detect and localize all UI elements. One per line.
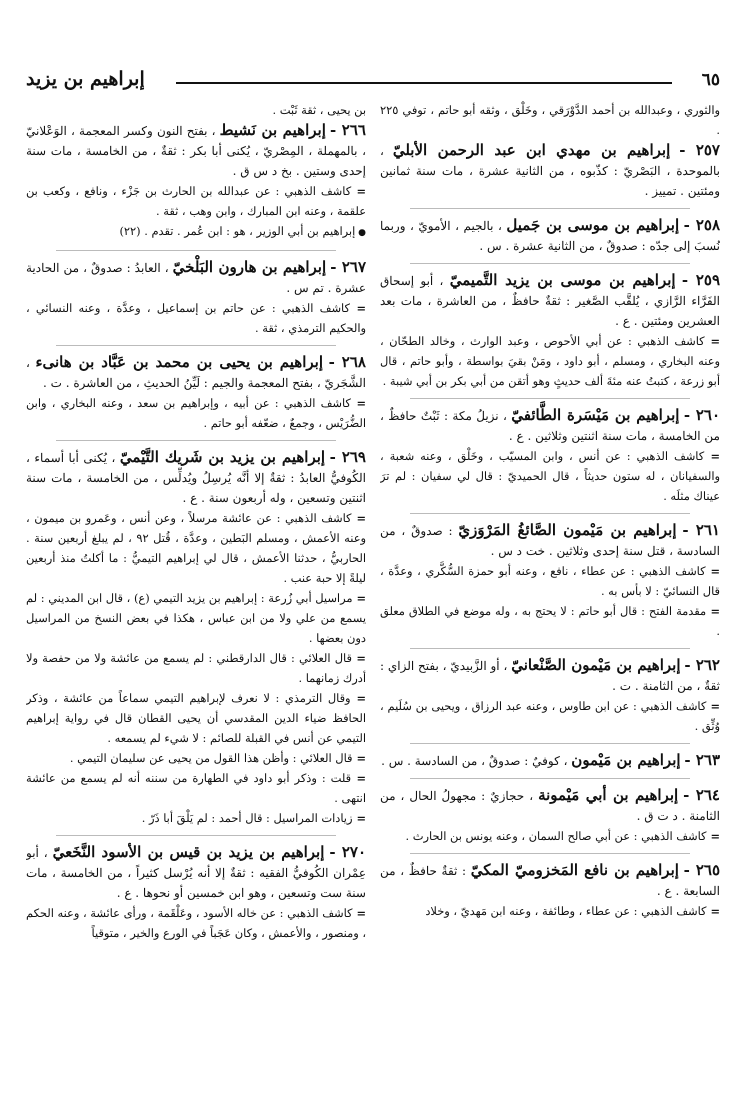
entry-description: ، يُكنى أبا أسماء ، الكُوفيُّ العابدُ : ثقةٌ إلا أنَّه يُرسِلُ ويُدلِّس ، من الخامسة ، مات سنة اثنتين وتسعين ، وله أربعون سنة . ع . bbox=[26, 451, 366, 505]
entry-description: ، العابدُ : صدوقٌ ، من الحادية عشرة . تم س . bbox=[26, 261, 366, 295]
entry-separator bbox=[410, 263, 690, 264]
biography-entry bbox=[380, 405, 720, 506]
entry-heading bbox=[26, 352, 366, 393]
entry-heading bbox=[380, 405, 720, 446]
entry-heading bbox=[380, 655, 720, 696]
entry-description: : ثقةٌ حافظٌ ، من السابعة . ع . bbox=[380, 864, 720, 898]
biography-entry bbox=[26, 447, 366, 828]
entry-number: ٢٦٥ - bbox=[683, 861, 720, 879]
biography-entry bbox=[26, 120, 366, 243]
entry-description: ، بالجيم ، الأمويّ ، وربما نُسبَ إلى جدّه : صدوقٌ ، من الثانية عشرة . س . bbox=[380, 219, 720, 253]
entry-separator bbox=[410, 398, 690, 399]
entry-description: ، نزيلُ مكة : ثَبْتٌ حافظٌ ، من الخامسة ، مات سنة اثنتين وثلاثين . ع . bbox=[380, 409, 720, 443]
header-rule bbox=[176, 82, 672, 84]
narrator-name: إبراهيم بن نافع المَخزوميّ المكيّ bbox=[470, 861, 679, 879]
narrator-name: إبراهيم بن مهدي ابن عبد الرحمن الأبليّ bbox=[392, 141, 671, 159]
narrator-name: إبراهيم بن مَيْمون bbox=[571, 751, 681, 769]
entry-note: = مراسيل أبي زُرعة : إبراهيم بن يزيد التيمي (ع) ، قال ابن المديني : لم يسمع من علي ولا من ابن عباس ، هكذا في بعض النسخ من المراسيل دون بعضها . bbox=[26, 588, 366, 648]
entry-description: ، أو الزَّبيديّ ، بفتح الزاي : ثقةٌ ، من الثامنة . ت . bbox=[380, 659, 720, 693]
entry-description: ، بفتح النون وكسر المعجمة ، الوَعْلانيّ ، بالمهملة ، المِصْريّ ، يُكنى أبا بكر : ثقةٌ ، من الخامسة ، مات سنة إحدى وستين . بخ د س ق . bbox=[26, 124, 366, 178]
entry-note: = وقال الترمذي : لا نعرف لإبراهيم التيمي سماعاً من عائشة ، وذكر الحافظ ضياء الدين المقدسي أن يحيى القطان قال في رواية إبراهيم التيمي عن أنس في القبلة للصائم : لا شيء لم يسمعه . bbox=[26, 688, 366, 748]
entry-heading bbox=[380, 750, 720, 771]
entry-heading bbox=[380, 215, 720, 256]
narrator-name: إبراهيم بن يزيد بن قيس بن الأسود النَّخَعيّ bbox=[52, 843, 325, 861]
right-entries bbox=[380, 140, 720, 921]
cross-reference: ● إبراهيم بن أبي الوزير ، هو : ابن عُمر . تقدم . (٢٢) bbox=[26, 221, 366, 243]
entry-note: = زيادات المراسيل : قال أحمد : لم يَلْقَ أبا ذَرّ . bbox=[26, 808, 366, 828]
entry-description: ، الشَّجَريّ ، بفتح المعجمة والجيم : لَيِّنُ الحديثِ ، من العاشرة . ت . bbox=[26, 356, 366, 390]
entry-separator bbox=[410, 853, 690, 854]
narrator-name: إبراهيم بن يزيد بن شَريك التَّيْميّ bbox=[119, 448, 326, 466]
right-column bbox=[380, 100, 720, 1086]
entry-number: ٢٦٤ - bbox=[683, 786, 720, 804]
entry-description: ، حجازيٌ : مجهولُ الحال ، من الثامنة . د ت ق . bbox=[380, 789, 720, 823]
entry-separator bbox=[56, 250, 336, 251]
entry-note: = قال العلائي : قال الدارقطني : لم يسمع من عائشة ولا من حفصة ولا أدرك زمانهما . bbox=[26, 648, 366, 688]
entry-heading bbox=[380, 140, 720, 201]
left-column bbox=[26, 100, 366, 1086]
entry-note: = كاشف الذهبي : عن عبدالله بن الحارث بن جَزْء ، ونافع ، وكعب بن علقمة ، وعنه ابن المبارك ، وابن وهب ، ثقة . bbox=[26, 181, 366, 221]
narrator-name: إبراهيم بن موسى بن جَميل bbox=[506, 216, 680, 234]
biography-entry bbox=[380, 215, 720, 256]
entry-number: ٢٦٨ - bbox=[328, 353, 366, 371]
entry-separator bbox=[56, 835, 336, 836]
biography-entry bbox=[380, 270, 720, 391]
entry-note: = كاشف الذهبي : عن أنس ، وابن المسيّب ، وخَلْق ، وعنه شعبة ، والسفيانان ، له ستون حديثاً ، قال الحميديّ : قال لي سفيان : لم ترَ عيناك مثلَه . bbox=[380, 446, 720, 506]
biography-entry bbox=[26, 352, 366, 433]
entry-heading bbox=[380, 270, 720, 331]
entry-heading bbox=[380, 860, 720, 901]
entry-heading bbox=[26, 257, 366, 298]
entry-note: = كاشف الذهبي : عن عطاء ، نافع ، وعنه أبو حمزة السُّكَّري ، وعدَّة ، قال النسائيّ : لا بأس به . bbox=[380, 561, 720, 601]
entry-note: = كاشف الذهبي : عن أبي صالح السمان ، وعنه يونس بن الحارث . bbox=[380, 826, 720, 846]
entry-note: = كاشف الذهبي : عن ابن طاوس ، وعنه عبد الرزاق ، ويحيى بن سُلَيم ، وُثِّق . bbox=[380, 696, 720, 736]
entry-description: ، بالموحدة ، البَصْريّ : كذّبوه ، من الثانية عشرة ، مات سنة ثمانين ومئتين . تمييز . bbox=[380, 144, 720, 198]
page-header bbox=[26, 68, 720, 96]
entry-heading bbox=[380, 785, 720, 826]
entry-heading bbox=[26, 842, 366, 903]
entry-note: = كاشف الذهبي : عن أبيه ، وإبراهيم بن سعد ، وعنه البخاري ، وابن الضُّرَيْس ، وجمعٌ ، ضعّفه أبو حاتم . bbox=[26, 393, 366, 433]
page-number: ٦٥ bbox=[701, 70, 720, 90]
entry-description: ، كوفيٌ : صدوقٌ ، من السادسة . س . bbox=[381, 754, 568, 768]
entry-heading bbox=[26, 120, 366, 181]
entry-number: ٢٧٠ - bbox=[329, 843, 366, 861]
entry-separator bbox=[410, 513, 690, 514]
narrator-name: إبراهيم بن أبي مَيْمونة bbox=[538, 786, 679, 804]
biography-entry bbox=[380, 140, 720, 201]
biography-entry bbox=[380, 860, 720, 921]
entry-note: = كاشف الذهبي : عن حاتم بن إسماعيل ، وعدَّة ، وعنه النسائي ، والحكيم الترمذي ، ثقة . bbox=[26, 298, 366, 338]
entry-note: = كاشف الذهبي : عن أبي الأحوص ، وعبد الوارث ، وخالد الطحّان ، وعنه البخاري ، ومسلم ، أبو داود ، ومَنْ بقيَ بواسطة ، وأبو حاتم ، قال أبو زرعة ، كتبتُ عنه مئةَ ألف حديثٍ وهو أتقن من أبي بكر بن أبي شيبة . bbox=[380, 331, 720, 391]
narrator-name: إبراهيم بن نَشيط bbox=[219, 121, 326, 139]
entry-number: ٢٦٠ - bbox=[683, 406, 720, 424]
left-entries bbox=[26, 120, 366, 943]
entry-number: ٢٥٧ - bbox=[679, 141, 720, 159]
biography-entry bbox=[380, 785, 720, 846]
entry-heading bbox=[380, 520, 720, 561]
entry-number: ٢٥٩ - bbox=[681, 271, 720, 289]
biography-entry bbox=[380, 750, 720, 771]
entry-number: ٢٦١ - bbox=[682, 521, 720, 539]
narrator-name: إبراهيم بن موسى بن يزيد التَّميميّ bbox=[449, 271, 676, 289]
entry-note: = كاشف الذهبي : عن عائشة مرسلاً ، وعن أنس ، وعَمرو بن ميمون ، وعنه الأعمش ، ومسلم البَطين ، وعدَّة ، قُتل ٩٢ ، لم يبلغ أربعين سنة . الحاربيُّ ، حدثنا الأعمش ، قال لي إبراهيم التيميُّ : ما أكلتُ منذ أربعين ليلةً إلا حبة عنب . bbox=[26, 508, 366, 588]
entry-separator bbox=[410, 778, 690, 779]
entry-number: ٢٥٨ - bbox=[683, 216, 720, 234]
narrator-name: إبراهيم بن مَيْسَرة الطَّائفيّ bbox=[511, 406, 680, 424]
entry-separator bbox=[410, 743, 690, 744]
entry-number: ٢٦٣ - bbox=[684, 751, 720, 769]
biography-entry bbox=[26, 257, 366, 338]
entry-number: ٢٦٢ - bbox=[684, 656, 720, 674]
entry-separator bbox=[410, 208, 690, 209]
running-head: إبراهيم بن يزيد bbox=[26, 68, 145, 90]
entry-description: ، أبو عِمْران الكُوفيُّ الفقيه : ثقةٌ إلا أنه يُرْسل كثيراً ، من الخامسة ، مات سنة ست وتسعين ، وهو ابن خمسين أو نحوها . ع . bbox=[26, 846, 366, 900]
narrator-name: إبراهيم بن مَيْمون الصَّنْعانيّ bbox=[511, 656, 681, 674]
entry-separator bbox=[56, 345, 336, 346]
continuation-text: والثوري ، وعبدالله بن أحمد الدَّوْرَقي ، وخَلْق ، وثقه أبو حاتم ، توفي ٢٢٥ . bbox=[380, 103, 720, 137]
biography-entry bbox=[380, 655, 720, 736]
entry-description: : صدوقٌ ، من السادسة ، قتل سنة إحدى وثلاثين . خت د س . bbox=[380, 524, 720, 558]
narrator-name: إبراهيم بن هارون البَلْخيّ bbox=[172, 258, 327, 276]
entry-number: ٢٦٧ - bbox=[330, 258, 366, 276]
continuation-text: بن يحيى ، ثقة ثَبْت . bbox=[272, 103, 366, 117]
entry-note: = كاشف الذهبي : عن خاله الأسود ، وعَلْقَمة ، ورأى عائشة ، وعنه الحكم ، ومنصور ، والأعمش ، وكان عَجَباً في الورع والخير ، متوقياً bbox=[26, 903, 366, 943]
entry-note: = قلت : وذكر أبو داود في الطهارة من سننه أنه لم يسمع من عائشة انتهى . bbox=[26, 768, 366, 808]
entry-separator bbox=[56, 440, 336, 441]
entry-separator bbox=[410, 648, 690, 649]
entry-number: ٢٦٩ - bbox=[329, 448, 366, 466]
entry-note: = قال العلائي : وأظن هذا القول من يحيى عن سليمان التيمي . bbox=[26, 748, 366, 768]
entry-number: ٢٦٦ - bbox=[330, 121, 366, 139]
entry-heading bbox=[26, 447, 366, 508]
biography-entry bbox=[26, 842, 366, 943]
entry-description: ، أبو إسحاق الفَرَّاء الرَّازي ، يُلقَّب الصَّغير : ثقةٌ حافظٌ ، من العاشرة ، مات بعد العشرين ومئتين . ع . bbox=[380, 274, 720, 328]
narrator-name: إبراهيم بن يحيى بن محمد بن عَبَّاد بن هانىء bbox=[35, 353, 323, 371]
biography-entry bbox=[380, 520, 720, 641]
entry-note: = كاشف الذهبي : عن عطاء ، وطائفة ، وعنه ابن مَهديّ ، وخلاد bbox=[380, 901, 720, 921]
narrator-name: إبراهيم بن مَيْمون الصَّائغُ المَرْوَزيّ bbox=[458, 521, 677, 539]
entry-note: = مقدمة الفتح : قال أبو حاتم : لا يحتج به ، وله موضع في الطلاق معلق . bbox=[380, 601, 720, 641]
